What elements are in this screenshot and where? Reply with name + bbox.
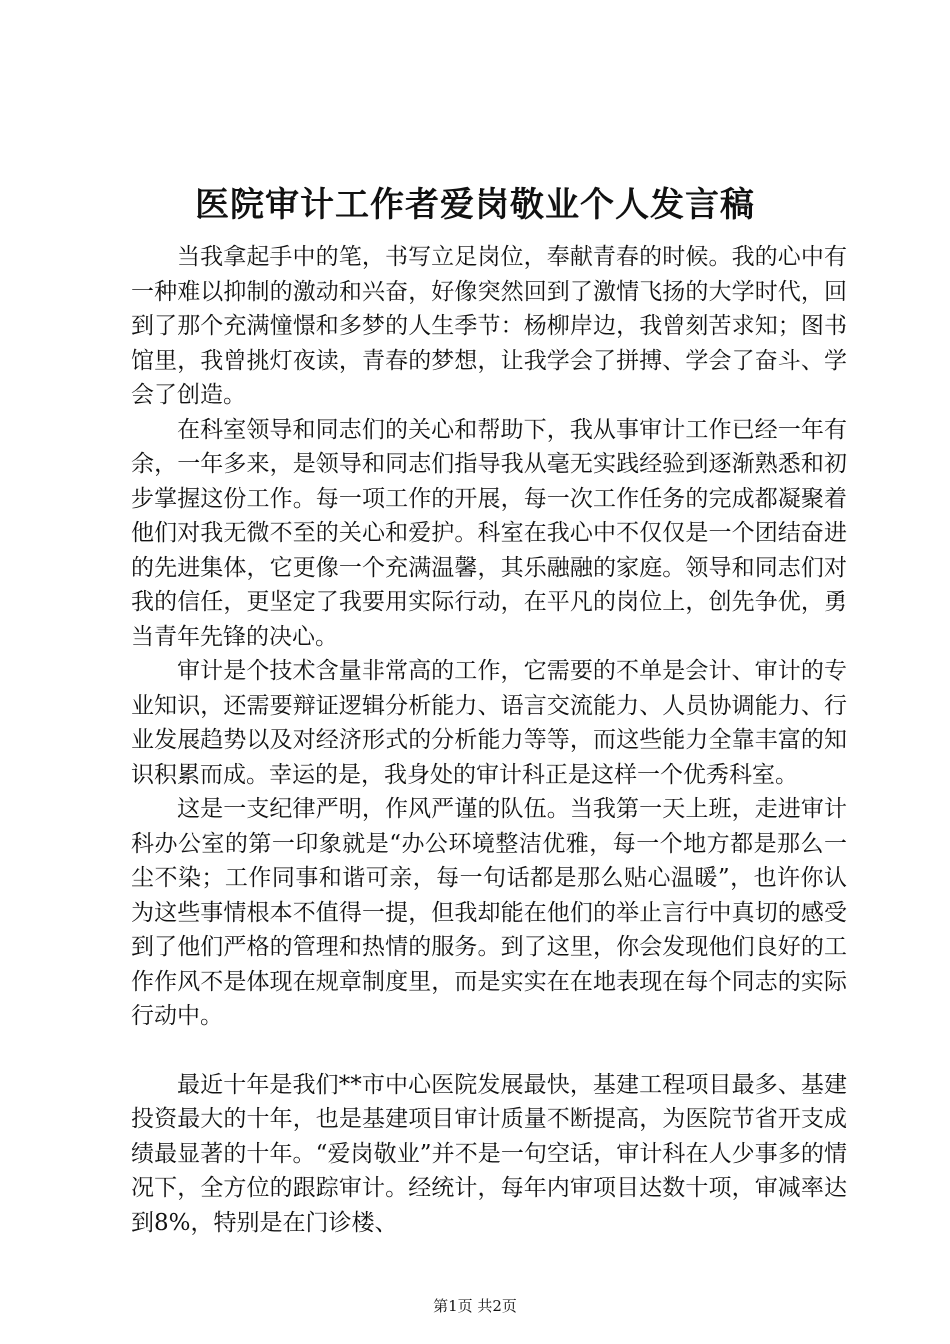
document-body — [131, 240, 847, 1240]
page-footer: 第1页 共2页 — [433, 1297, 517, 1315]
paragraph-3: 审计是个技术含量非常高的工作，它需要的不单是会计、审计的专业知识，还需要辩证逻辑分析能力、语言交流能力、人员协调能力、行业发展趋势以及对经济形式的分析能力等等，而这些能力全靠丰富的知识积累而成。幸运的是，我身处的审计科正是这样一个优秀科室。 — [131, 658, 847, 788]
document-title: 医院审计工作者爱岗敬业个人发言稿 — [195, 185, 755, 225]
paragraph-5: 最近十年是我们**市中心医院发展最快，基建工程项目最多、基建投资最大的十年，也是基建项目审计质量不断提高，为医院节省开支成绩最显著的十年。“爱岗敬业”并不是一句空话，审计科在人少事多的情况下，全方位的跟踪审计。经统计，每年内审项目达数十项，审减率达到8%，特别是在门诊楼、 — [131, 1071, 847, 1236]
paragraph-4: 这是一支纪律严明，作风严谨的队伍。当我第一天上班，走进审计科办公室的第一印象就是“办公环境整洁优雅，每一个地方都是那么一尘不染；工作同事和谐可亲，每一句话都是那么贴心温暖”，也许你认为这些事情根本不值得一提，但我却能在他们的举止言行中真切的感受到了他们严格的管理和热情的服务。到了这里，你会发现他们良好的工作作风不是体现在规章制度里，而是实实在在地表现在每个同志的实际行动中。 — [131, 796, 847, 1029]
paragraph-1: 当我拿起手中的笔，书写立足岗位，奉献青春的时候。我的心中有一种难以抑制的激动和兴奋，好像突然回到了激情飞扬的大学时代，回到了那个充满憧憬和多梦的人生季节：杨柳岸边，我曾刻苦求知；图书馆里，我曾挑灯夜读，青春的梦想，让我学会了拼搏、学会了奋斗、学会了创造。 — [131, 244, 847, 408]
paragraph-2: 在科室领导和同志们的关心和帮助下，我从事审计工作已经一年有余，一年多来，是领导和同志们指导我从毫无实践经验到逐渐熟悉和初步掌握这份工作。每一项工作的开展，每一次工作任务的完成都凝聚着他们对我无微不至的关心和爱护。科室在我心中不仅仅是一个团结奋进的先进集体，它更像一个充满温馨，其乐融融的家庭。领导和同志们对我的信任，更坚定了我要用实际行动，在平凡的岗位上，创先争优，勇当青年先锋的决心。 — [131, 416, 847, 650]
